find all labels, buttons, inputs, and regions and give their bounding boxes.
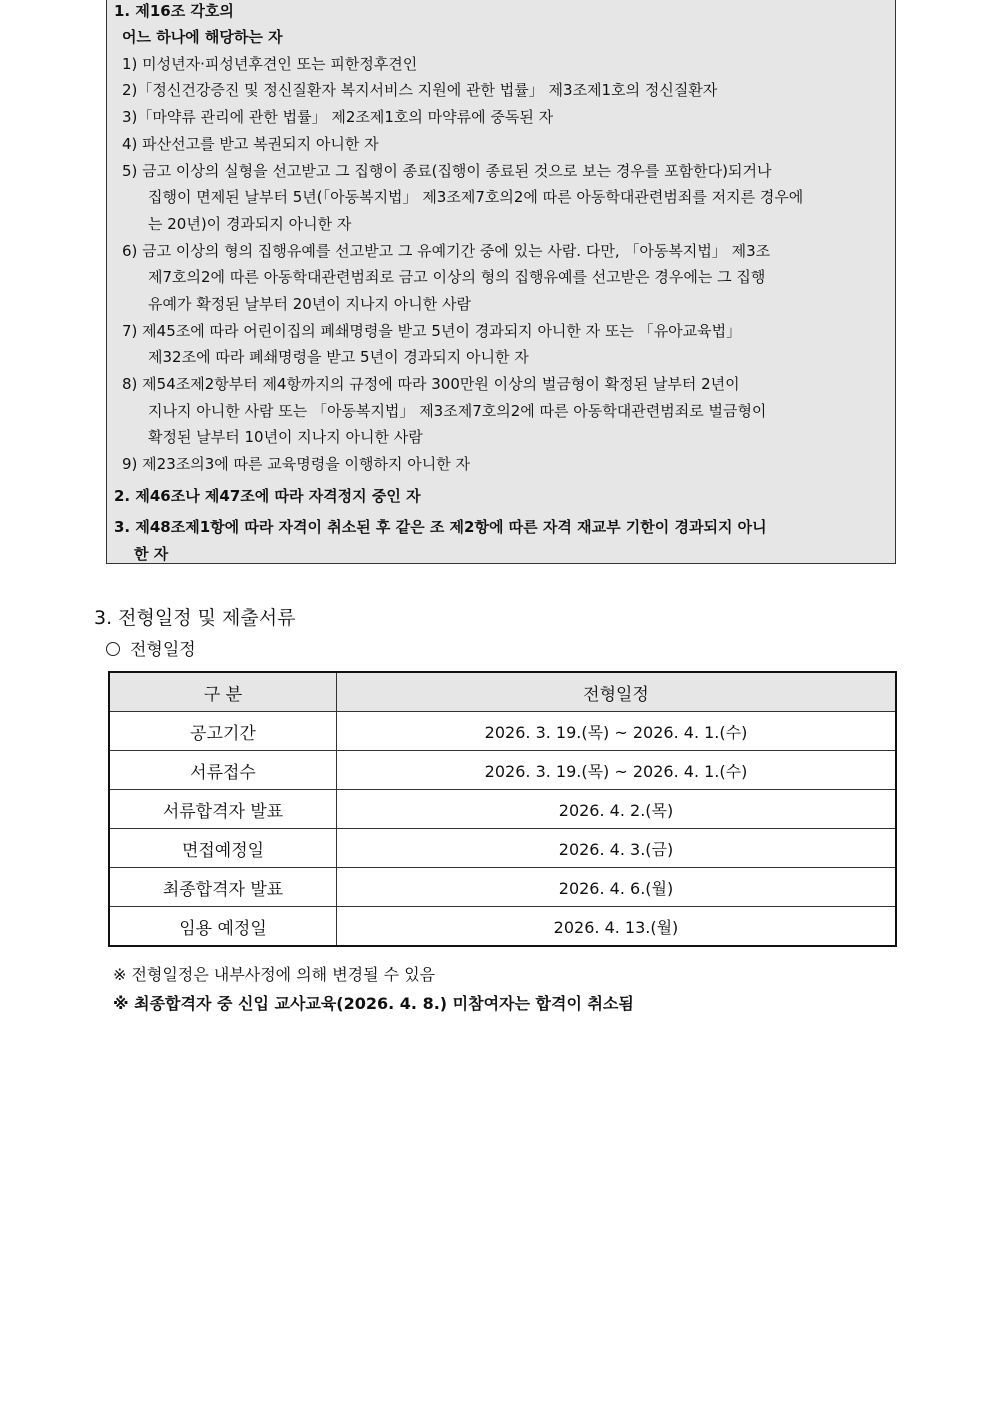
- table-cell-date: 2026. 3. 19.(목) ~ 2026. 4. 1.(수): [337, 751, 897, 790]
- list-item-cont: 유예가 확정된 날부터 20년이 지나지 아니한 사람: [148, 295, 472, 313]
- table-cell-date: 2026. 4. 3.(금): [337, 829, 897, 868]
- box-heading-1-cont: 어느 하나에 해당하는 자: [122, 28, 283, 46]
- list-item: 3)「마약류 관리에 관한 법률」 제2조제1호의 마약류에 중독된 자: [122, 108, 554, 126]
- table-cell-label: 서류접수: [109, 751, 337, 790]
- table-row: [109, 751, 896, 790]
- column-header: 전형일정: [337, 672, 897, 712]
- table-cell-label: 서류합격자 발표: [109, 790, 337, 829]
- list-item: 6) 금고 이상의 형의 집행유예를 선고받고 그 유예기간 중에 있는 사람. 다만, 「아동복지법」 제3조: [122, 242, 771, 260]
- section-title: 3. 전형일정 및 제출서류: [94, 607, 296, 629]
- box-heading-1: 1. 제16조 각호의: [114, 2, 234, 20]
- table-cell-date: 2026. 3. 19.(목) ~ 2026. 4. 1.(수): [337, 712, 897, 751]
- table-row: [109, 868, 896, 907]
- schedule-table: [108, 671, 897, 947]
- table-header-row: [109, 672, 896, 712]
- table-cell-label: 임용 예정일: [109, 907, 337, 947]
- list-item-cont: 제32조에 따라 폐쇄명령을 받고 5년이 경과되지 아니한 자: [148, 348, 529, 366]
- list-item-cont: 지나지 아니한 사람 또는 「아동복지법」 제3조제7호의2에 따른 아동학대관련범죄로 벌금형이: [148, 402, 767, 420]
- table-cell-date: 2026. 4. 13.(월): [337, 907, 897, 947]
- table-cell-label: 면접예정일: [109, 829, 337, 868]
- table-row: [109, 907, 896, 947]
- box-heading-3-cont: 한 자: [134, 545, 169, 563]
- table-cell-label: 최종합격자 발표: [109, 868, 337, 907]
- list-item-cont: 집행이 면제된 날부터 5년(「아동복지법」 제3조제7호의2에 따른 아동학대관련범죄를 저지른 경우에: [148, 188, 804, 206]
- table-row: [109, 829, 896, 868]
- subsection-label: 전형일정: [130, 640, 196, 660]
- list-item: 9) 제23조의3에 따른 교육명령을 이행하지 아니한 자: [122, 455, 470, 473]
- list-item: 8) 제54조제2항부터 제4항까지의 규정에 따라 300만원 이상의 벌금형이 확정된 날부터 2년이: [122, 375, 740, 393]
- box-heading-3: 3. 제48조제1항에 따라 자격이 취소된 후 같은 조 제2항에 따른 자격 재교부 기한이 경과되지 아니: [114, 518, 767, 536]
- list-item-cont: 제7호의2에 따른 아동학대관련범죄로 금고 이상의 형의 집행유예를 선고받은 경우에는 그 집행: [148, 268, 766, 286]
- list-item-cont: 확정된 날부터 10년이 지나지 아니한 사람: [148, 428, 423, 446]
- list-item: 4) 파산선고를 받고 복권되지 아니한 자: [122, 135, 379, 153]
- list-item: 2)「정신건강증진 및 정신질환자 복지서비스 지원에 관한 법률」 제3조제1호의 정신질환자: [122, 81, 718, 99]
- list-item: 5) 금고 이상의 실형을 선고받고 그 집행이 종료(집행이 종료된 것으로 보는 경우를 포함한다)되거나: [122, 162, 772, 180]
- note-training-required: ※ 최종합격자 중 신입 교사교육(2026. 4. 8.) 미참여자는 합격이 취소됨: [113, 994, 634, 1013]
- list-item-cont: 는 20년)이 경과되지 아니한 자: [148, 215, 352, 233]
- box-heading-2: 2. 제46조나 제47조에 따라 자격정지 중인 자: [114, 487, 421, 505]
- table-cell-date: 2026. 4. 2.(목): [337, 790, 897, 829]
- list-item: 7) 제45조에 따라 어린이집의 폐쇄명령을 받고 5년이 경과되지 아니한 자 또는 「유아교육법」: [122, 322, 742, 340]
- table-cell-label: 공고기간: [109, 712, 337, 751]
- list-item: 1) 미성년자·피성년후견인 또는 피한정후견인: [122, 55, 418, 73]
- note-schedule-change: ※ 전형일정은 내부사정에 의해 변경될 수 있음: [113, 965, 436, 984]
- table-row: [109, 790, 896, 829]
- subsection-title: [106, 638, 196, 662]
- table-cell-date: 2026. 4. 6.(월): [337, 868, 897, 907]
- circle-bullet-icon: [106, 642, 120, 656]
- column-header: 구 분: [109, 672, 337, 712]
- table-row: [109, 712, 896, 751]
